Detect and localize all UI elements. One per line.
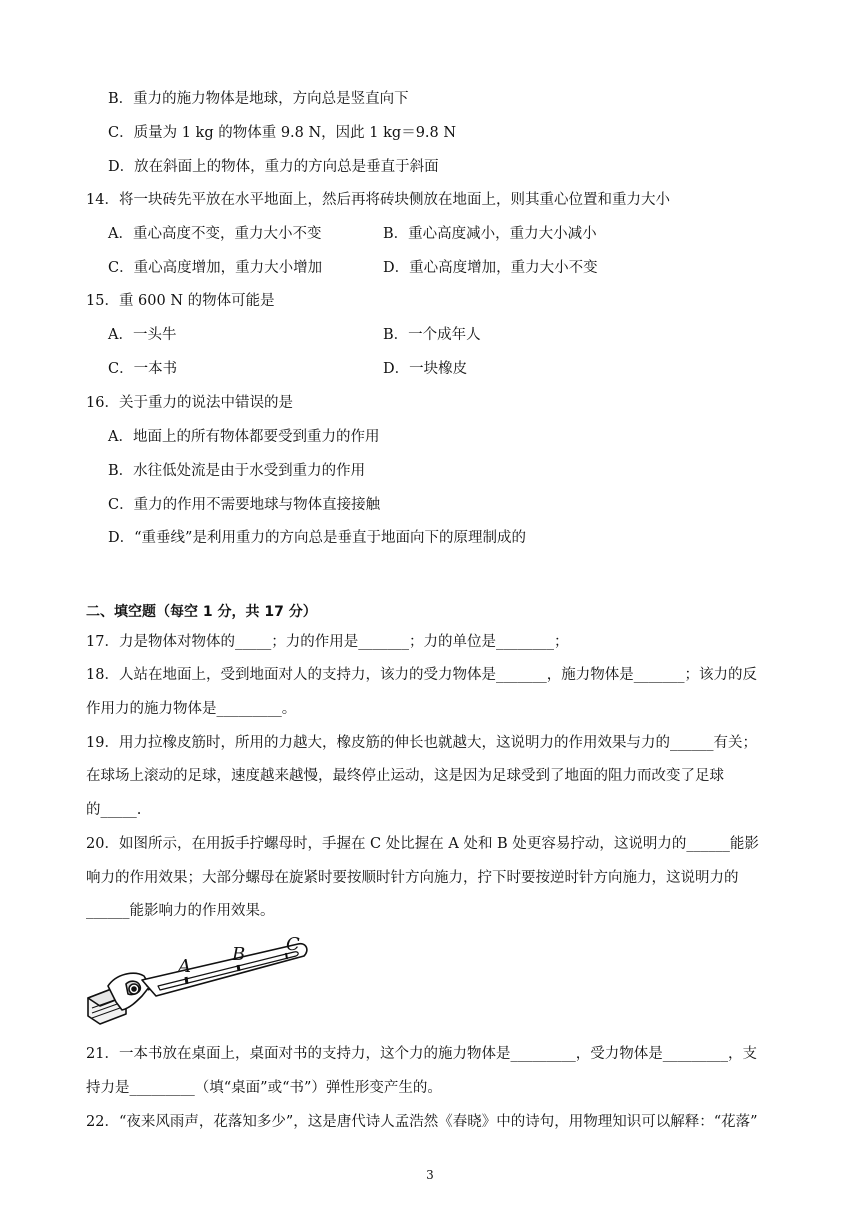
q16-stem: 16．关于重力的说法中错误的是 xyxy=(86,395,293,411)
q16-option-c: C．重力的作用不需要地球与物体直接接触 xyxy=(108,497,381,513)
q14-option-c: C．重心高度增加，重力大小增加 xyxy=(108,260,323,276)
q21-line-2: 持力是_________（填“桌面”或“书”）弹性形变产生的。 xyxy=(86,1080,442,1096)
q20-line-2: 响力的作用效果；大部分螺母在旋紧时要按顺时针方向施力，拧下时要按逆时针方向施力，这说明力的 xyxy=(86,870,739,886)
q14-stem: 14．将一块砖先平放在水平地面上，然后再将砖块侧放在地面上，则其重心位置和重力大小 xyxy=(86,192,670,208)
q15-option-b: B．一个成年人 xyxy=(383,327,481,343)
figure-label-a: A xyxy=(178,956,191,977)
q13-option-c: C．质量为 1 kg 的物体重 9.8 N，因此 1 kg＝9.8 N xyxy=(108,125,457,141)
q22-line-1: 22．“夜来风雨声，花落知多少”，这是唐代诗人孟浩然《春晓》中的诗句，用物理知识可以解释：“花落” xyxy=(86,1114,758,1130)
figure-label-c: C xyxy=(286,936,300,955)
q13-option-b: B．重力的施力物体是地球，方向总是竖直向下 xyxy=(108,91,409,107)
q19-line-1: 19．用力拉橡皮筋时，所用的力越大，橡皮筋的伸长也就越大，这说明力的作用效果与力的______有关； xyxy=(86,735,757,751)
q21-line-1: 21．一本书放在桌面上，桌面对书的支持力，这个力的施力物体是_________，受力物体是_________，支 xyxy=(86,1046,757,1062)
q14-option-d: D．重心高度增加，重力大小不变 xyxy=(383,260,598,276)
q16-option-d: D．“重垂线”是利用重力的方向总是垂直于地面向下的原理制成的 xyxy=(108,530,526,546)
section-title: 二、填空题（每空 1 分，共 17 分） xyxy=(86,604,317,620)
q19-line-3: 的_____. xyxy=(86,802,142,818)
q18-line-1: 18．人站在地面上，受到地面对人的支持力，该力的受力物体是_______，施力物体是_______；该力的反 xyxy=(86,667,757,683)
q15-option-c: C．一本书 xyxy=(108,361,178,377)
q15-stem: 15．重 600 N 的物体可能是 xyxy=(86,293,275,309)
figure-label-b: B xyxy=(232,944,246,965)
q15-option-a: A．一头牛 xyxy=(108,327,177,343)
q14-option-b: B．重心高度减小，重力大小减小 xyxy=(383,226,597,242)
q15-option-d: D．一块橡皮 xyxy=(383,361,468,377)
q17: 17．力是物体对物体的_____；力的作用是_______；力的单位是________； xyxy=(86,634,569,650)
q19-line-2: 在球场上滚动的足球，速度越来越慢，最终停止运动，这是因为足球受到了地面的阻力而改变了足球 xyxy=(86,768,724,784)
wrench-figure xyxy=(86,936,308,1028)
q20-line-3: ______能影响力的作用效果。 xyxy=(86,903,275,919)
q20-line-1: 20．如图所示，在用扳手拧螺母时，手握在 C 处比握在 A 处和 B 处更容易拧动，这说明力的______能影 xyxy=(86,836,759,852)
q14-option-a: A．重心高度不变，重力大小不变 xyxy=(108,226,322,242)
q13-option-d: D．放在斜面上的物体，重力的方向总是垂直于斜面 xyxy=(108,159,439,175)
q16-option-a: A．地面上的所有物体都要受到重力的作用 xyxy=(108,429,380,445)
q16-option-b: B．水往低处流是由于水受到重力的作用 xyxy=(108,463,366,479)
q18-line-2: 作用力的施力物体是_________。 xyxy=(86,701,297,717)
page-number: 3 xyxy=(426,1168,434,1182)
